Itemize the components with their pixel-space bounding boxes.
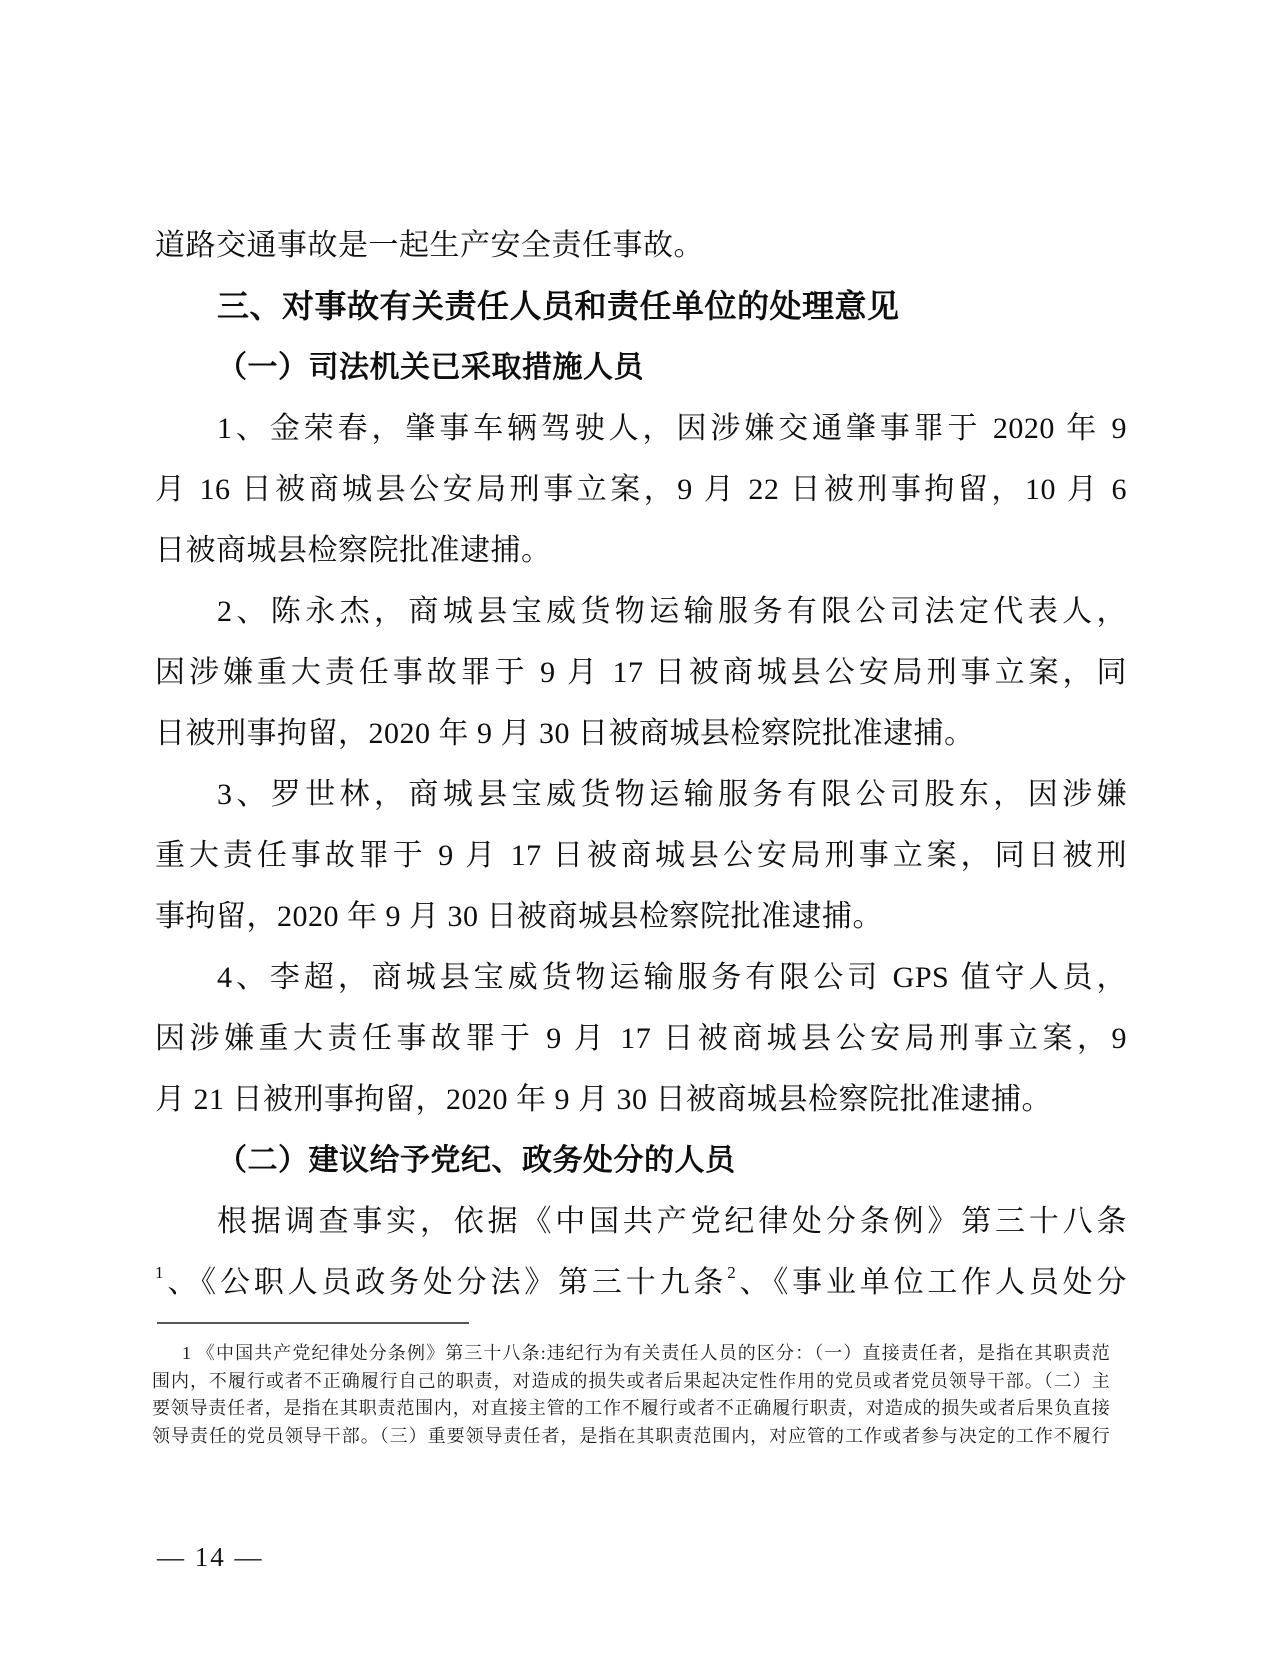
paragraph-1-line-3: 日被商城县检察院批准逮捕。 <box>155 534 552 567</box>
paragraph-3-line-3: 事拘留，2020 年 9 月 30 日被商城县检察院批准逮捕。 <box>155 900 883 933</box>
paragraph-3-line-2: 重大责任事故罪于 9 月 17 日被商城县公安局刑事立案，同日被刑 <box>155 839 1127 872</box>
footnote-line: 围内，不履行或者不正确履行自己的职责，对造成的损失或者后果起决定性作用的党员或者党员领导干部。（二）主 <box>152 1370 1110 1391</box>
page-number: — 14 — <box>157 1542 264 1572</box>
paragraph-5-line-2-text-b: 、《事业单位工作人员处分 <box>736 1266 1128 1299</box>
footnote-line: 要领导责任者，是指在其职责范围内，对直接主管的工作不履行或者不正确履行职责，对造成的损失或者后果负直接 <box>152 1398 1110 1418</box>
paragraph-2-line-1: 2、陈永杰，商城县宝威货物运输服务有限公司法定代表人， <box>217 595 1127 628</box>
footnote-block <box>152 1340 1110 1450</box>
footnote-line: 领导责任的党员领导干部。（三）重要领导责任者，是指在其职责范围内，对应管的工作或者参与决定的工作不履行 <box>152 1425 1110 1446</box>
paragraph-4-line-2: 因涉嫌重大责任事故罪于 9 月 17 日被商城县公安局刑事立案，9 <box>155 1022 1127 1055</box>
paragraph-5-line-2 <box>155 1252 1127 1313</box>
paragraph-3-line-1: 3、罗世林，商城县宝威货物运输服务有限公司股东，因涉嫌 <box>217 778 1127 811</box>
paragraph-5-line-2-text-a: 、《公职人员政务处分法》第三十九条 <box>164 1266 728 1299</box>
footnote-marker-2: 2 <box>727 1263 737 1282</box>
paragraph-4-line-1: 4、李超，商城县宝威货物运输服务有限公司 GPS 值守人员， <box>217 961 1127 994</box>
body-line-intro: 道路交通事故是一起生产安全责任事故。 <box>155 229 704 262</box>
footnote-marker-1: 1 <box>155 1263 164 1282</box>
document-body <box>155 215 1127 1313</box>
subsection-1-heading: （一）司法机关已采取措施人员 <box>217 351 644 384</box>
paragraph-1-line-2: 月 16 日被商城县公安局刑事立案，9 月 22 日被刑事拘留，10 月 6 <box>155 473 1127 506</box>
footnote-separator <box>157 1322 469 1324</box>
section-heading: 三、对事故有关责任人员和责任单位的处理意见 <box>217 288 900 324</box>
paragraph-4-line-3: 月 21 日被刑事拘留，2020 年 9 月 30 日被商城县检察院批准逮捕。 <box>155 1083 1052 1116</box>
paragraph-5-line-1: 根据调查事实，依据《中国共产党纪律处分条例》第三十八条 <box>217 1205 1127 1238</box>
subsection-2-heading: （二）建议给予党纪、政务处分的人员 <box>217 1144 736 1177</box>
paragraph-2-line-2: 因涉嫌重大责任事故罪于 9 月 17 日被商城县公安局刑事立案，同 <box>155 656 1127 689</box>
paragraph-1-line-1: 1、金荣春，肇事车辆驾驶人，因涉嫌交通肇事罪于 2020 年 9 <box>217 412 1127 445</box>
footnote-line: 1 《中国共产党纪律处分条例》第三十八条:违纪行为有关责任人员的区分：（一）直接责任者，是指在其职责范 <box>182 1343 1110 1363</box>
paragraph-2-line-3: 日被刑事拘留，2020 年 9 月 30 日被商城县检察院批准逮捕。 <box>155 717 975 750</box>
